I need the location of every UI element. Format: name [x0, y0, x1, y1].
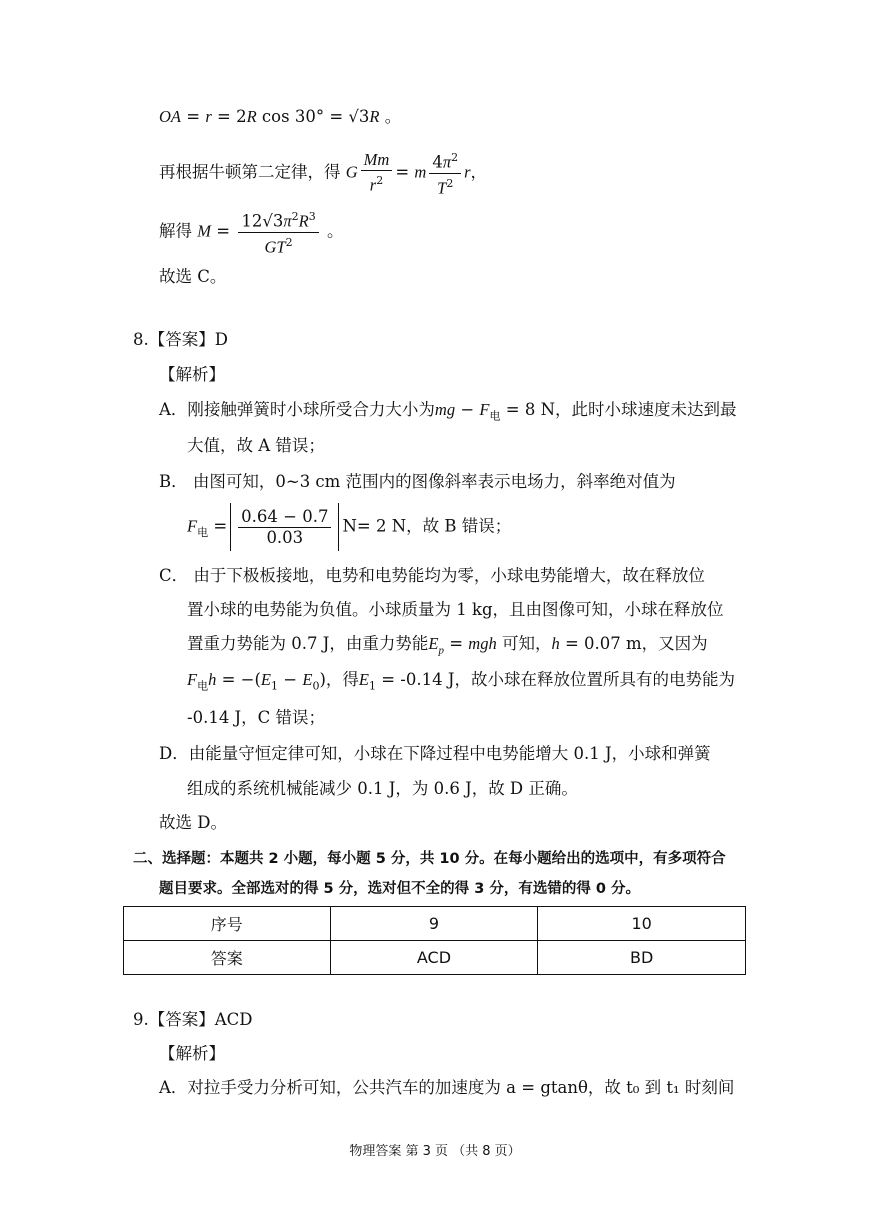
table-cell: 9	[330, 907, 538, 941]
q8-option-b-line1: B． 由图可知，0~3 cm 范围内的图像斜率表示电场力，斜率绝对值为	[159, 472, 676, 491]
table-row	[124, 941, 746, 975]
choose-c: 故选 C。	[159, 267, 227, 286]
page-footer: 物理答案 第 3 页 （共 8 页）	[349, 1144, 521, 1159]
choose-d: 故选 D。	[159, 813, 227, 832]
table-cell: ACD	[330, 941, 538, 975]
q9-answer-heading: 9.【答案】ACD	[133, 1010, 253, 1029]
q8-option-d-line1: D．由能量守恒定律可知，小球在下降过程中电势能增大 0.1 J，小球和弹簧	[159, 744, 711, 763]
q8-analysis-label: 【解析】	[159, 365, 225, 384]
q8-option-a-line1: A．刚接触弹簧时小球所受合力大小为mg − $F_电 = 8$ N，此时小球速度未达到最	[159, 400, 737, 423]
table-cell: 10	[538, 907, 746, 941]
q8-option-a-line2: 大值，故 A 错误；	[187, 436, 325, 455]
q8-option-d-line2: 组成的系统机械能减少 0.1 J，为 0.6 J，故 D 正确。	[187, 779, 578, 798]
q8-option-c-line5: -0.14 J，C 错误；	[187, 708, 326, 727]
table-row	[124, 907, 746, 941]
table-cell: 序号	[124, 907, 331, 941]
table-cell: BD	[538, 941, 746, 975]
q8-option-b-line2: $F_电$ = $\frac{0.64 - 0.7}{0.03}$ N= 2 N，故 B 错误；	[187, 503, 511, 555]
q8-option-c-line4: $F_电h = -(E_1 - E_0)$，得$E_1 = -0.14$ J，故小球在释放位置所具有的电势能为	[187, 670, 735, 693]
q8-option-c-line2: 置小球的电势能为负值。小球质量为 1 kg，且由图像可知，小球在释放位	[187, 600, 724, 619]
newton-law-line: 再根据牛顿第二定律，得 G $\frac{Mm}{r^2}$ = m $\frac{4\pi^2}{T^2}$ r，	[159, 150, 488, 197]
q9-option-a-line1: A．对拉手受力分析可知，公共汽车的加速度为 a = gtanθ，故 t₀ 到 t₁ 时刻间	[159, 1078, 735, 1097]
mass-solution-line: 解得 M = $\frac{12√3\pi^2R^3}{GT^2}$ 。	[159, 210, 344, 256]
q8-option-c-line3: 置重力势能为 0.7 J，由重力势能$E_p$ = mgh 可知，h = 0.07 m，又因为	[187, 634, 708, 657]
answer-table	[123, 906, 746, 975]
q8-option-c-line1: C． 由于下极板接地，电势和电势能均为零，小球电势能增大，故在释放位	[159, 566, 705, 585]
formula-oa: OA = r = 2R cos 30° = √3R 。	[159, 107, 402, 126]
q9-analysis-label: 【解析】	[159, 1044, 225, 1063]
q8-answer-heading: 8.【答案】D	[133, 330, 228, 349]
section2-instruction-line1: 二、选择题：本题共 2 小题，每小题 5 分，共 10 分。在每小题给出的选项中，有多项符合	[133, 851, 726, 867]
table-cell: 答案	[124, 941, 331, 975]
section2-instruction-line2: 题目要求。全部选对的得 5 分，选对但不全的得 3 分，有选错的得 0 分。	[159, 881, 641, 897]
